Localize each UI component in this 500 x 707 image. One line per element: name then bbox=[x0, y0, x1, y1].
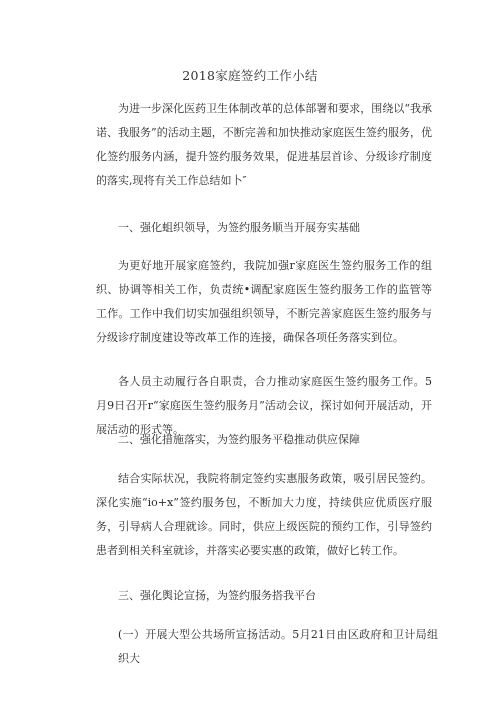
section-1-paragraph-2: 各人员主动履行各自职责，合力推动家庭医生签约服务工作。5月9日召开r“家庭医生签约服务月”活动会议，探讨如何开展活动，开展活动的形式等。 bbox=[96, 375, 432, 436]
section-3-paragraph-1: (一）开展大型公共场所宣扬活动。5月21日由区政府和卫计局组织大 bbox=[118, 628, 438, 665]
section-1-heading: 一、强化蛆织领导，为签约服务顺当开展夯实基础 bbox=[118, 221, 360, 234]
section-1-paragraph-1: 为更好地开展家庭签约，我院加强r家庭医生签约服务工作的组织、协调等相关工作，负责统•调配家庭医生签约服务工作的监管等工作。工作中我们切实加强组织领导，不断完善家庭医生签约服务与分级诊疗制度建设等改革工作的连接，确保各项任务落实到位。 bbox=[96, 259, 432, 344]
section-2-paragraph-1: 结合实际状况，我院将制定签约实惠服务政策，吸引居民签约。深化实施“io+x”签约服务包，不断加大力度，持续供应优质医疗服务，引导病人合理就诊。同时，供应上级医院的预约工作，引导签约患者到相关科室就诊，并落实必要实惠的政策，做好匕转工作。 bbox=[96, 472, 432, 557]
intro-paragraph: 为进一步深化医药卫生体制改革的总体部署和要求，围绕以“我承诺、我服务”的活动主题，不断完善和加快推动家庭医生签约服务，优化签约服务内涵，提升签约服务效果，促进基层首诊、分级诊疗制度的落实,现将有关工作总结如卜″ bbox=[96, 102, 432, 187]
section-2-heading: 二、强化措施落实，为签约服务平稳推动供应保障 bbox=[118, 433, 360, 446]
section-3-heading: 三、强化舆论宣扬，为签约服务搭我平台 bbox=[118, 589, 316, 602]
document-title: 2018家庭签约工作小结 bbox=[182, 68, 318, 83]
